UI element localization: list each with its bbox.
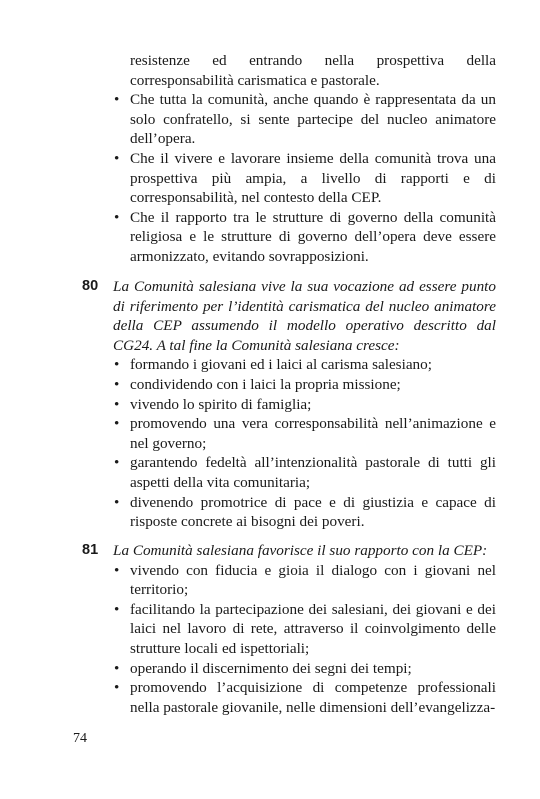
section-intro: La Comunità salesiana favorisce il suo rapporto con la CEP: — [113, 542, 488, 559]
list-item: • formando i giovani ed i laici al carisma salesiano; — [113, 355, 496, 375]
list-item: • condividendo con i laici la propria missione; — [113, 375, 496, 395]
list-item: • vivendo lo spirito di famiglia; — [113, 395, 496, 415]
section-bullet-list — [113, 561, 496, 718]
continuation-text: resistenze ed entrando nella prospettiva della corresponsabilità carismatica e pastorale. — [130, 52, 496, 89]
list-item: • garantendo fedeltà all’intenzionalità pastorale di tutti gli aspetti della vita comunitaria; — [113, 453, 496, 492]
continuation-bullet-list — [113, 90, 496, 266]
list-item: • divenendo promotrice di pace e di giustizia e capace di risposte concrete ai bisogni dei poveri. — [113, 493, 496, 532]
section-intro: La Comunità salesiana vive la sua vocazione ad essere punto di riferimento per l’identità carismatica del nucleo animatore della CEP assumendo il modello operativo descritto dal CG24. A tal fine la Comunità salesiana cresce: — [113, 278, 496, 354]
section-number: 81 — [82, 542, 99, 558]
section-bullet-list — [113, 355, 496, 531]
list-item: • operando il discernimento dei segni dei tempi; — [113, 659, 496, 679]
list-item: • Che il rapporto tra le strutture di governo della comunità religiosa e le strutture di governo dell’opera deve essere armonizzato, evitando sovrapposizioni. — [113, 208, 496, 267]
list-item: • promovendo l’acquisizione di competenze professionali nella pastorale giovanile, nelle dimensioni dell’evangelizza- — [113, 678, 496, 717]
section-80-block — [113, 277, 496, 532]
section-81-block — [113, 541, 496, 717]
list-item: • facilitando la partecipazione dei salesiani, dei giovani e dei laici nel lavoro di rete, attraverso il coinvolgimento delle strutture locali ed ispettoriali; — [113, 600, 496, 659]
list-item: • promovendo una vera corresponsabilità nell’animazione e nel governo; — [113, 414, 496, 453]
list-item: • Che tutta la comunità, anche quando è rappresentata da un solo confratello, si sente partecipe del nucleo animatore dell’opera. — [113, 90, 496, 149]
page-number: 74 — [73, 731, 87, 746]
section-number: 80 — [82, 278, 99, 294]
list-item: • Che il vivere e lavorare insieme della comunità trova una prospettiva più ampia, a livello di rapporti e di corresponsabilità, nel contesto della CEP. — [113, 149, 496, 208]
continuation-block — [113, 51, 496, 267]
list-item: • vivendo con fiducia e gioia il dialogo con i giovani nel territorio; — [113, 561, 496, 600]
